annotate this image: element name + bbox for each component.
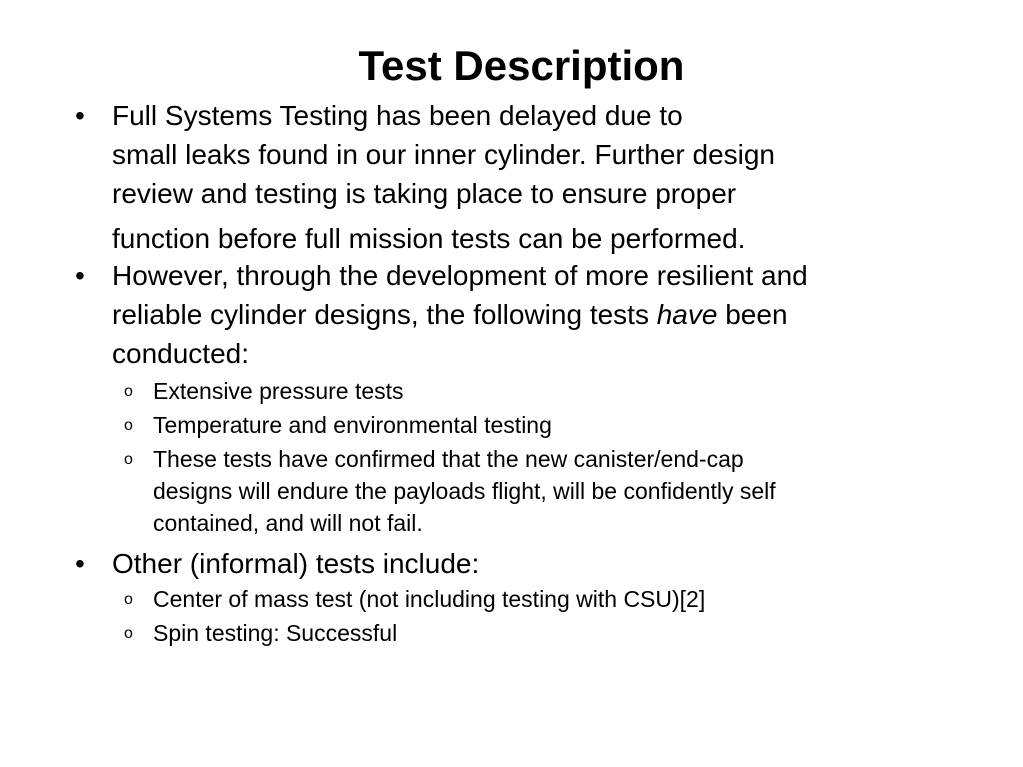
bullet-line: Other (informal) tests include: (112, 548, 480, 579)
sub-bullet-line: designs will endure the payloads flight, will be confidently self (153, 478, 776, 504)
sub-bullet-text (153, 617, 1013, 649)
bullet-line: review and testing is taking place to ensure proper (112, 178, 737, 209)
sub-bullet-line: contained, and will not fail. (153, 510, 423, 536)
bullet-line: Full Systems Testing has been delayed due to (112, 100, 683, 131)
sub-bullet-line: Extensive pressure tests (153, 378, 404, 404)
sub-bullet-line: Spin testing: Successful (153, 620, 398, 646)
bullet-glyph: • (75, 260, 85, 291)
sub-bullet-line: Temperature and environmental testing (153, 412, 552, 438)
sub-bullet-line: Center of mass test (not including testing with CSU)[2] (153, 586, 706, 612)
bullet-text (112, 256, 1012, 373)
bullet-glyph: • (75, 548, 85, 579)
sub-bullet-text (153, 375, 1013, 407)
sub-bullet-text (153, 583, 1013, 615)
bullet-line (112, 295, 1012, 334)
bullet-text (112, 96, 1012, 258)
bullet-text (112, 544, 1012, 583)
bullet-line: However, through the development of more resilient and (112, 260, 808, 291)
bullet-text-segment: been (717, 299, 788, 330)
sub-bullet-line: These tests have confirmed that the new canister/end-cap (153, 446, 744, 472)
sub-bullet-text (153, 443, 1013, 539)
bullet-glyph: • (75, 100, 85, 131)
bullet-text-segment: reliable cylinder designs, the following tests (112, 299, 657, 330)
bullet-line: conducted: (112, 338, 249, 369)
sub-bullet-glyph: o (124, 451, 133, 468)
slide-title: Test Description (358, 42, 685, 89)
bullet-line: function before full mission tests can be performed. (112, 223, 746, 254)
bullet-line: small leaks found in our inner cylinder. Further design (112, 139, 776, 170)
sub-bullet-text (153, 409, 1013, 441)
sub-bullet-glyph: o (124, 383, 133, 400)
sub-bullet-glyph: o (124, 417, 133, 434)
sub-bullet-glyph: o (124, 625, 133, 642)
emphasis-text: have (656, 299, 718, 330)
sub-bullet-glyph: o (124, 591, 133, 608)
